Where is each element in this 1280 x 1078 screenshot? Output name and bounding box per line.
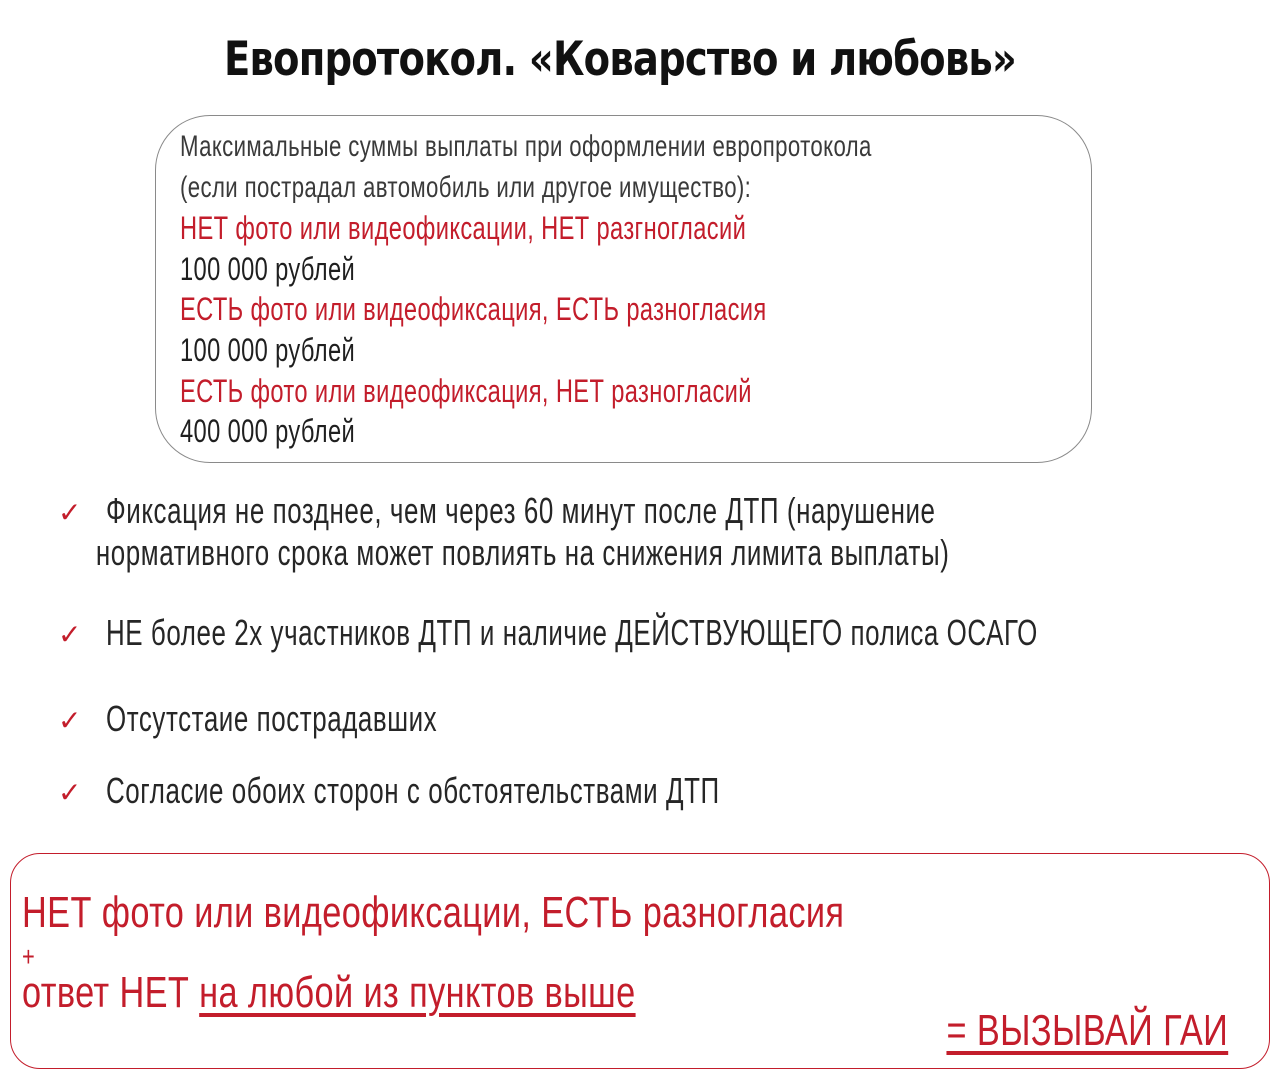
info-text (180, 127, 920, 452)
case-condition-1: НЕТ фото или видеофиксации, НЕТ разгногласий (180, 210, 747, 247)
case-condition-3: ЕСТЬ фото или видеофиксация, НЕТ разногласий (180, 372, 752, 409)
requirement-text (106, 698, 1186, 740)
requirement-line1: Отсутстаие пострадавших (106, 698, 438, 739)
checkmark-icon: ✓ (58, 618, 82, 651)
call-traffic-police: = ВЫЗЫВАЙ ГАИ (946, 1006, 1228, 1055)
requirement-line1: Фиксация не позднее, чем через 60 минут после ДТП (нарушение (106, 490, 936, 531)
case-amount-3: 400 000 рублей (180, 413, 356, 450)
requirement-line2: нормативного срока может повлиять на снижения лимита выплаты) (95, 532, 950, 573)
page-title: Евопротокол. «Коварство и любовь» (223, 32, 1017, 87)
requirement-text (95, 490, 1186, 574)
case-amount-1: 100 000 рублей (180, 250, 356, 287)
case-condition-2: ЕСТЬ фото или видеофиксация, ЕСТЬ разногласия (180, 291, 767, 328)
alert-plus: + (22, 941, 36, 972)
requirement-text (106, 612, 1186, 654)
checkmark-icon: ✓ (58, 496, 82, 529)
alert-answer-prefix: ответ НЕТ (22, 968, 200, 1017)
requirement-line1: НЕ более 2х участников ДТП и наличие ДЕЙСТВУЮЩЕГО полиса ОСАГО (106, 612, 1038, 653)
checkmark-icon: ✓ (58, 776, 82, 809)
info-intro-line1: Максимальные суммы выплаты при оформлении европротокола (180, 130, 872, 163)
info-intro-line2: (если пострадал автомобиль или другое имущество): (180, 170, 752, 204)
requirement-text (106, 770, 1186, 812)
checkmark-icon: ✓ (58, 704, 82, 737)
alert-condition: НЕТ фото или видеофиксации, ЕСТЬ разногласия (22, 888, 845, 937)
alert-answer (22, 968, 636, 1018)
case-amount-2: 100 000 рублей (180, 331, 356, 368)
requirement-line1: Согласие обоих сторон с обстоятельствами ДТП (106, 770, 720, 811)
alert-answer-underlined: на любой из пунктов выше (199, 968, 636, 1017)
